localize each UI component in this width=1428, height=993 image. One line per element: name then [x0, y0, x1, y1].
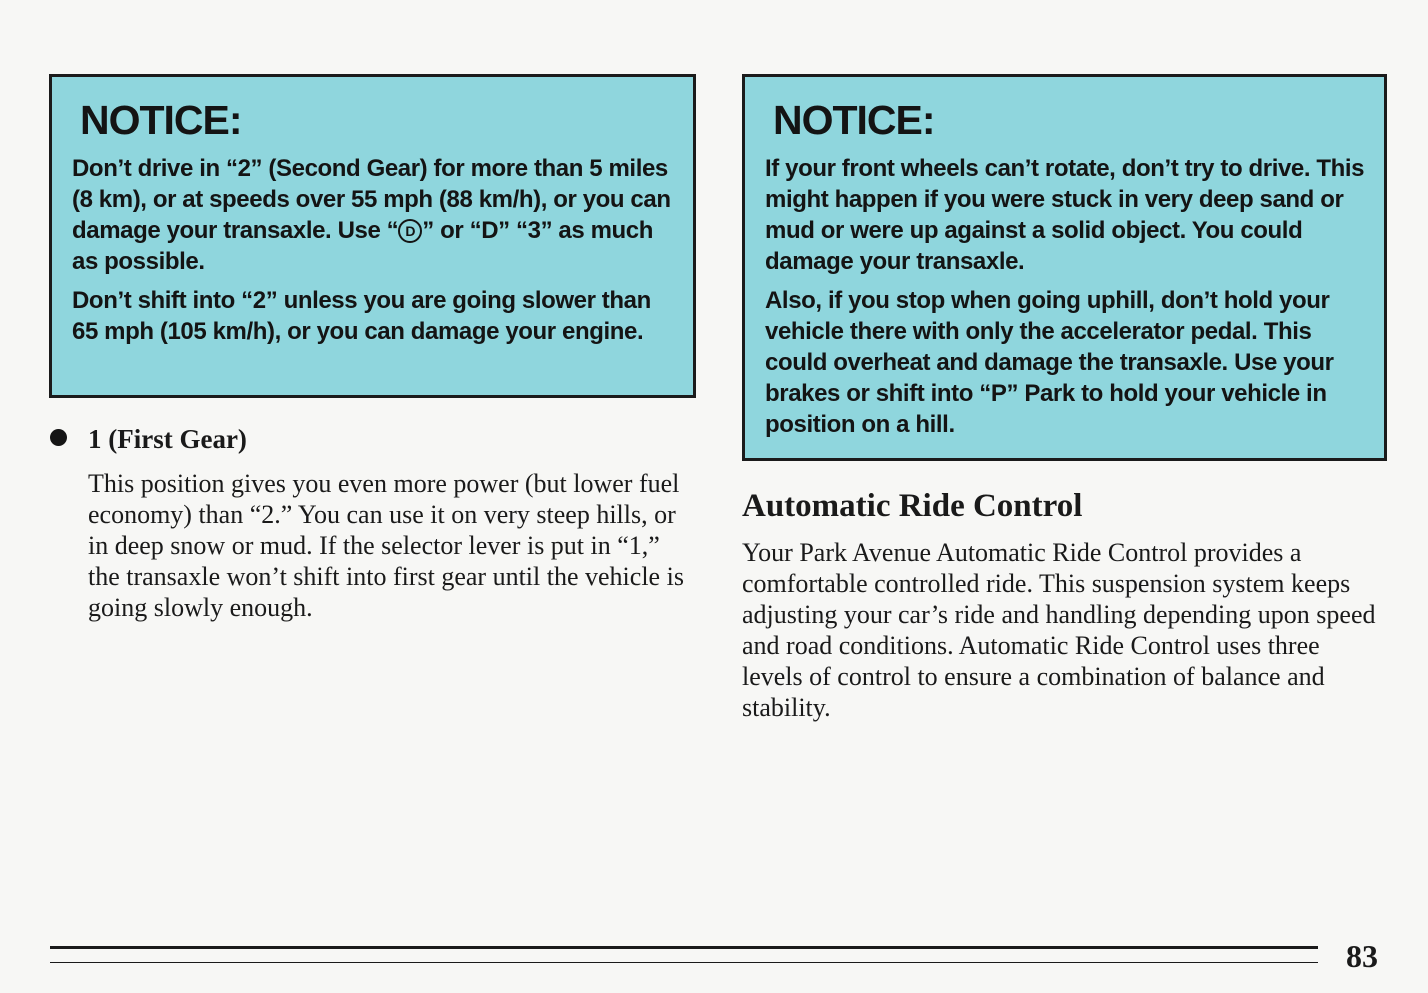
bullet-icon: [50, 429, 67, 446]
ride-control-body: Your Park Avenue Automatic Ride Control provides a comfortable controlled ride. This suspension system keeps adjusting your car’s ride and handling depending upon speed and road conditions. Automatic Ride Control uses three levels of control to ensure a combination of balance and stability.: [742, 538, 1376, 722]
notice-text: Don’t drive in “2” (Second Gear) for more than 5 miles (8 km), or at speeds over 55 mph (88 km/h), or you can damage your transaxle. Use “: [72, 155, 671, 244]
footer-rule-thin: [50, 962, 1318, 963]
circled-d-symbol: D: [398, 219, 422, 243]
first-gear-body: This position gives you even more power (but lower fuel economy) than “2.” You can use it on very steep hills, or in deep snow or mud. If the selector lever is put in “1,” the transaxle won’t shift into first gear until the vehicle is going slowly enough.: [88, 469, 684, 622]
notice-paragraph-uphill: Also, if you stop when going uphill, don’t hold your vehicle there with only the accelerator pedal. This could overheat and damage the transaxle. Use your brakes or shift into “P” Park to hold your vehicle in position on a hill.: [765, 287, 1334, 438]
notice-box-right: [742, 74, 1387, 461]
notice-text: ” or “D” “3” as much as possible.: [72, 217, 654, 275]
footer-rule-thick: [50, 946, 1318, 949]
ride-control-heading: Automatic Ride Control: [742, 488, 1083, 524]
notice-title: NOTICE:: [80, 97, 242, 143]
notice-box-left: [49, 74, 696, 398]
first-gear-heading: 1 (First Gear): [88, 424, 247, 454]
notice-paragraph-second-gear: [72, 153, 682, 277]
notice-title: NOTICE:: [773, 97, 935, 143]
notice-paragraph-shift: Don’t shift into “2” unless you are going slower than 65 mph (105 km/h), or you can damage your engine.: [72, 287, 651, 345]
notice-paragraph-front-wheels: If your front wheels can’t rotate, don’t try to drive. This might happen if you were stuck in very deep sand or mud or were up against a solid object. You could damage your transaxle.: [765, 155, 1365, 275]
page-number: 83: [1346, 938, 1378, 974]
